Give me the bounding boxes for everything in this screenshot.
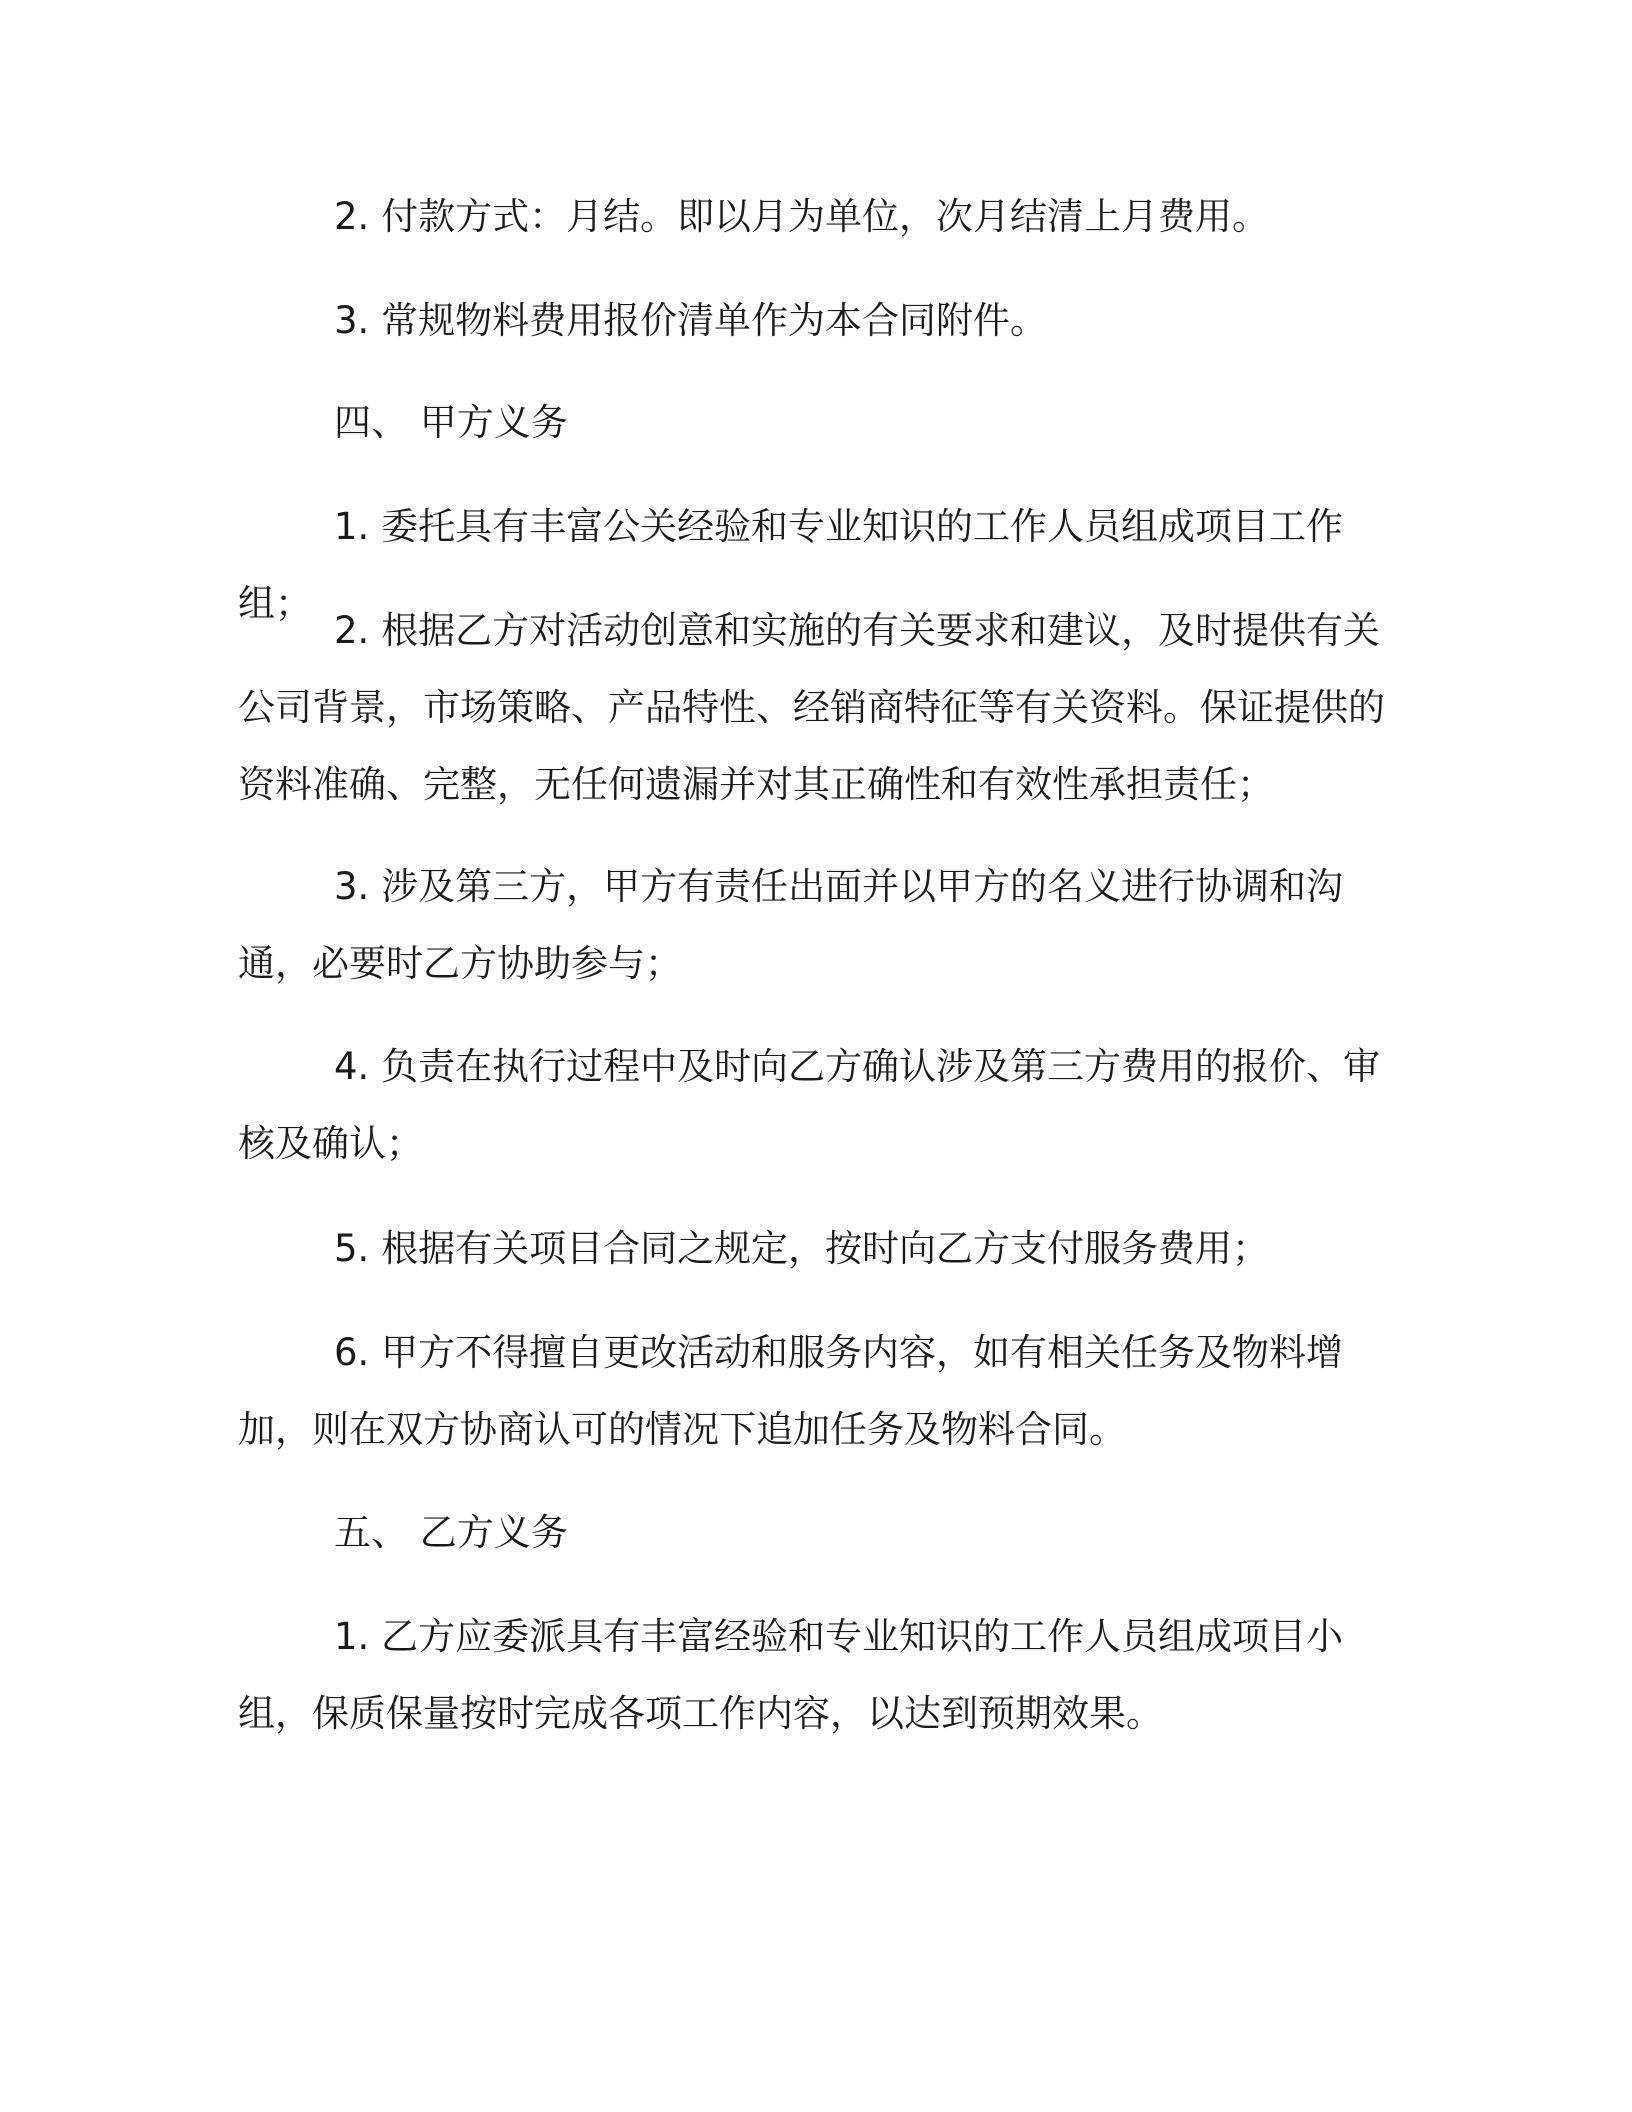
paragraph-party-b-item-1: 1. 乙方应委派具有丰富经验和专业知识的工作人员组成项目小组，保质保量按时完成各项工作内容，以达到预期效果。 — [238, 1615, 1344, 1735]
paragraph-party-a-item-5: 5. 根据有关项目合同之规定，按时向乙方支付服务费用； — [334, 1227, 1270, 1270]
section-heading-party-a-obligations: 四、 甲方义务 — [334, 401, 568, 444]
paragraph-party-a-item-3: 3. 涉及第三方，甲方有责任出面并以甲方的名义进行协调和沟通，必要时乙方协助参与； — [238, 865, 1344, 985]
paragraph-payment-method: 2. 付款方式：月结。即以月为单位，次月结清上月费用。 — [334, 195, 1270, 238]
paragraph-party-a-item-6: 6. 甲方不得擅自更改活动和服务内容，如有相关任务及物料增加，则在双方协商认可的情况下追加任务及物料合同。 — [238, 1331, 1344, 1451]
paragraph-party-a-item-2: 2. 根据乙方对活动创意和实施的有关要求和建议，及时提供有关公司背景，市场策略、产品特性、经销商特征等有关资料。保证提供的资料准确、完整，无任何遗漏并对其正确性和有效性承担责任； — [238, 609, 1385, 806]
paragraph-party-a-item-4: 4. 负责在执行过程中及时向乙方确认涉及第三方费用的报价、审核及确认； — [238, 1045, 1381, 1165]
paragraph-party-a-item-1: 1. 委托具有丰富公关经验和专业知识的工作人员组成项目工作组； — [238, 505, 1344, 625]
section-heading-party-b-obligations: 五、 乙方义务 — [334, 1511, 568, 1554]
paragraph-quote-list: 3. 常规物料费用报价清单作为本合同附件。 — [334, 299, 1048, 342]
